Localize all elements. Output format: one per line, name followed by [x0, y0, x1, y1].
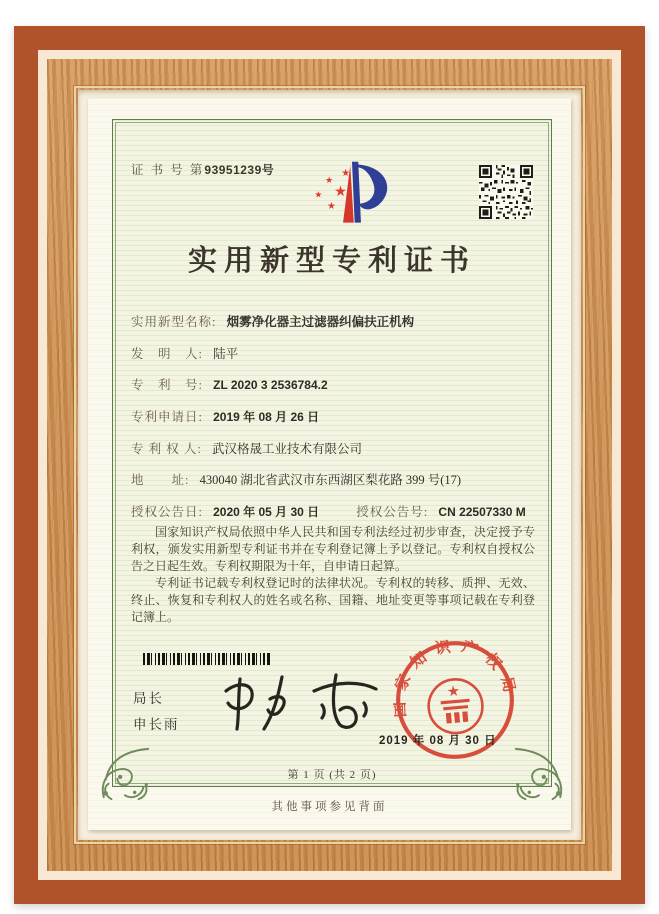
svg-text:★: ★	[314, 190, 323, 201]
field-label: 实用新型名称:	[131, 315, 217, 329]
field-row-grant	[131, 502, 526, 520]
field-label: 专利申请日:	[131, 410, 203, 424]
director-title: 局长	[133, 691, 164, 706]
certificate-title: 实用新型专利证书	[187, 245, 476, 277]
certificate-number-line	[131, 160, 274, 178]
svg-text:★: ★	[341, 168, 351, 180]
legal-text-block	[131, 524, 535, 626]
field-label: 专 利 权 人:	[131, 442, 202, 456]
mat-board	[78, 90, 581, 840]
field-value: 2019 年 08 月 26 日	[213, 410, 320, 424]
qr-code-icon	[479, 165, 533, 219]
barcode-icon	[143, 653, 271, 665]
field-value: 430040 湖北省武汉市东西湖区梨花路 399 号(17)	[199, 473, 462, 487]
field-row-patent-no	[131, 375, 328, 393]
field-value: CN 22507330 M	[438, 505, 526, 519]
director-name: 申长雨	[133, 717, 180, 732]
legal-paragraph: 专利证书记载专利权登记时的法律状况。专利权的转移、质押、无效、终止、恢复和专利权人的姓名或名称、国籍、地址变更等事项记载在专利登记簿上。	[131, 576, 535, 624]
legal-paragraph: 国家知识产权局依照中华人民共和国专利法经过初步审查，决定授予专利权，颁发实用新型专利证书并在专利登记簿上予以登记。专利权自授权公告之日起生效。专利权期限为十年，自申请日起算。	[131, 525, 535, 573]
wooden-frame	[47, 59, 612, 871]
svg-text:★: ★	[334, 183, 347, 200]
certificate-number-label: 证 书 号 第	[131, 163, 205, 177]
field-value: ZL 2020 3 2536784.2	[213, 378, 328, 392]
field-label: 授权公告日:	[131, 505, 203, 519]
field-row-address	[131, 470, 461, 488]
field-label: 专 利 号:	[131, 378, 203, 392]
svg-text:国家知识产权局	[388, 633, 522, 719]
certificate-green-border	[112, 119, 552, 787]
field-row-name	[131, 312, 414, 330]
director-block	[133, 686, 180, 738]
field-label: 地 址:	[131, 473, 190, 487]
frame-rust-border	[14, 26, 645, 904]
frame-cream-liner	[38, 50, 621, 880]
field-label: 发 明 人:	[131, 347, 203, 361]
director-signature-icon	[218, 665, 388, 737]
svg-text:★: ★	[325, 176, 334, 187]
field-row-inventor	[131, 344, 238, 362]
field-row-patentee	[131, 439, 362, 457]
svg-text:★: ★	[326, 201, 336, 213]
svg-text:★: ★	[446, 683, 461, 701]
field-label: 授权公告号:	[356, 505, 429, 519]
field-value: 2020 年 05 月 30 日	[213, 505, 320, 519]
pagination: 第 1 页 (共 2 页)	[287, 769, 377, 781]
certificate-paper	[88, 98, 571, 830]
field-value: 武汉格晟工业技术有限公司	[211, 442, 362, 456]
certificate-number-value: 93951239号	[204, 163, 275, 177]
seal-agency-text: 国家知识产权局	[391, 637, 520, 718]
cnipa-patent-logo-icon	[307, 160, 397, 236]
field-row-filing-date	[131, 407, 319, 425]
seal-date: 2019 年 08 月 30 日	[379, 735, 497, 747]
field-value: 烟雾净化器主过滤器纠偏扶正机构	[226, 315, 415, 329]
field-value: 陆平	[213, 347, 239, 361]
back-side-note: 其他事项参见背面	[271, 801, 388, 813]
